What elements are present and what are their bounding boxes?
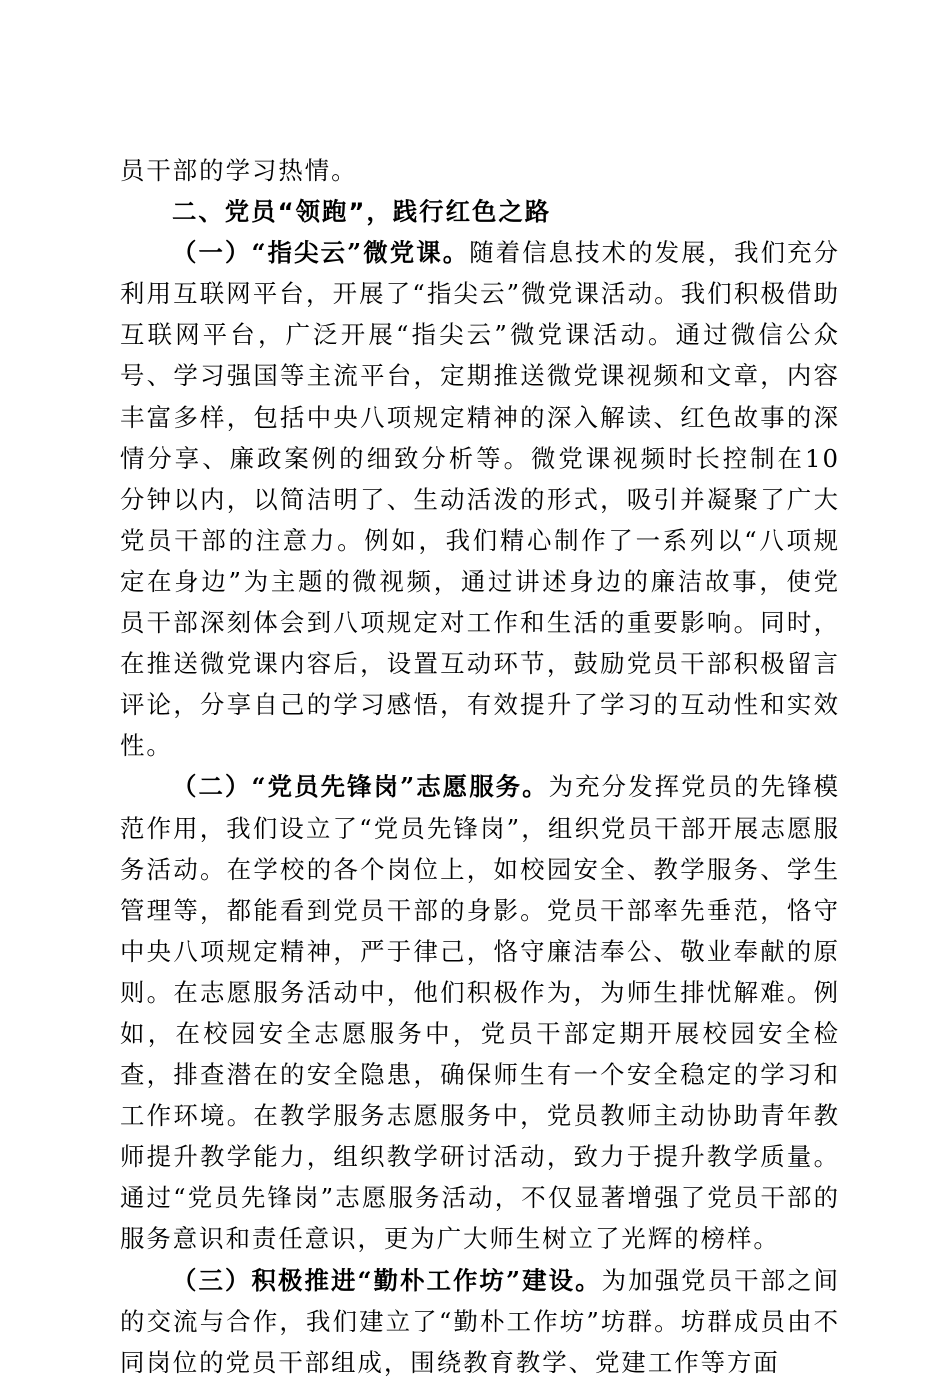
continuation-text: 员干部的学习热情。 <box>120 156 358 185</box>
section-heading: 二、党员“领跑”，践行红色之路 <box>172 197 552 227</box>
subsection-paragraph-2 <box>120 766 840 1259</box>
subsection-body-2: 为充分发挥党员的先锋模范作用，我们设立了“党员先锋岗”，组织党员干部开展志愿服务活动。在学校的各个岗位上，如校园安全、教学服务、学生管理等，都能看到党员干部的身影。党员干部率先垂范，恪守中央八项规定精神，严于律己，恪守廉洁奉公、敬业奉献的原则。在志愿服务活动中，他们积极作为，为师生排忧解难。例如，在校园安全志愿服务中，党员干部定期开展校园安全检查，排查潜在的安全隐患，确保师生有一个安全稳定的学习和工作环境。在教学服务志愿服务中，党员教师主动协助青年教师提升教学能力，组织教学研讨活动，致力于提升教学质量。通过“党员先锋岗”志愿服务活动，不仅显著增强了党员干部的服务意识和责任意识，更为广大师生树立了光辉的榜样。 <box>120 772 840 1254</box>
subsection-body-1: 随着信息技术的发展，我们充分利用互联网平台，开展了“指尖云”微党课活动。我们积极借助互联网平台，广泛开展“指尖云”微党课活动。通过微信公众号、学习强国等主流平台，定期推送微党课视频和文章，内容丰富多样，包括中央八项规定精神的深入解读、红色故事的深情分享、廉政案例的细致分析等。微党课视频时长控制在10分钟以内，以简洁明了、生动活泼的形式，吸引并凝聚了广大党员干部的注意力。例如，我们精心制作了一系列以“八项规定在身边”为主题的微视频，通过讲述身边的廉洁故事，使党员干部深刻体会到八项规定对工作和生活的重要影响。同时，在推送微党课内容后，设置互动环节，鼓励党员干部积极留言评论，分享自己的学习感悟，有效提升了学习的互动性和实效性。 <box>120 238 840 761</box>
subsection-body-3: 为加强党员干部之间的交流与合作，我们建立了“勤朴工作坊”坊群。坊群成员由不同岗位的党员干部组成，围绕教育教学、党建工作等方面 <box>120 1265 840 1377</box>
continuation-paragraph <box>120 150 840 191</box>
subsection-title-2: （二）“党员先锋岗”志愿服务。 <box>172 772 549 802</box>
subsection-title-1: （一）“指尖云”微党课。 <box>172 238 470 268</box>
subsection-paragraph-1 <box>120 232 840 766</box>
document-body <box>120 150 840 1383</box>
subsection-title-3: （三）积极推进“勤朴工作坊”建设。 <box>172 1265 602 1295</box>
subsection-paragraph-3 <box>120 1260 840 1383</box>
